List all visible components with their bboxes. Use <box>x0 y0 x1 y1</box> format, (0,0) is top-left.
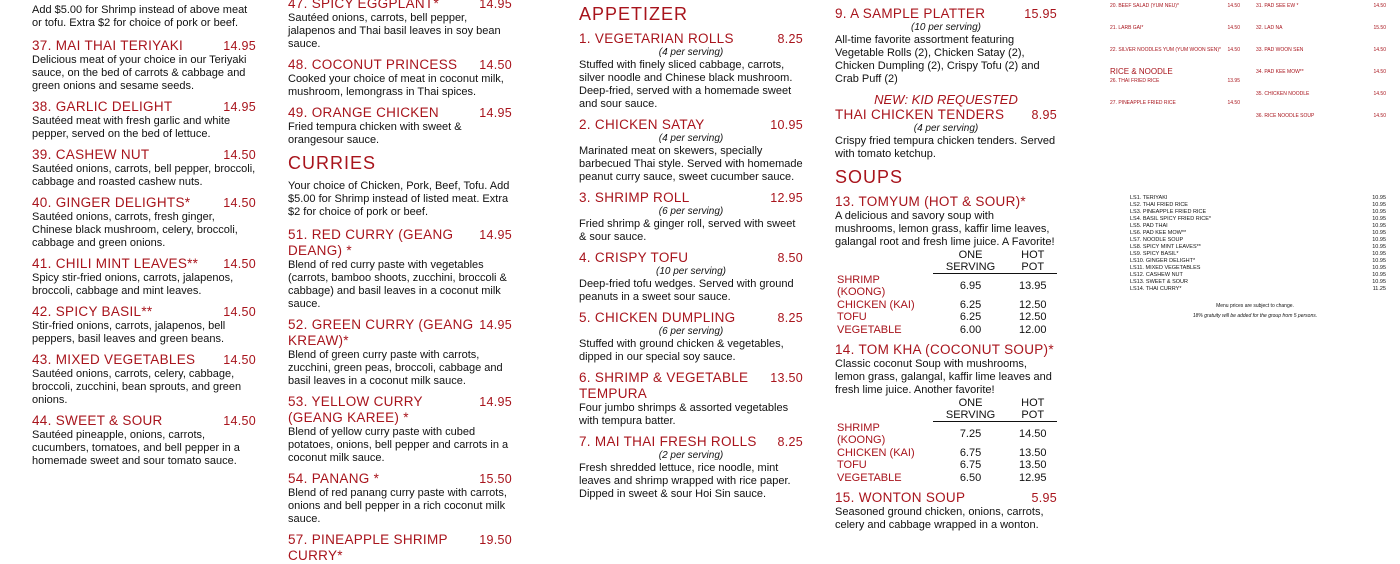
menu-item: 36. RICE NOODLE SOUP 14.50 <box>1256 113 1386 119</box>
menu-item <box>32 352 256 407</box>
menu-item <box>288 317 512 388</box>
rice-noodle-title: RICE & NOODLE <box>1110 67 1173 76</box>
item-number: 5. <box>579 310 591 325</box>
item-price: 14.95 <box>479 395 512 409</box>
item-description: Deep-fried tofu wedges. Served with ground peanuts in a sweet sour sauce. <box>579 278 794 303</box>
item-name: MIXED VEGETABLES <box>55 352 196 367</box>
item-name: GREEN CURRY (GEANG KREAW)* <box>288 317 474 348</box>
soup-13-price-table: ONE SERVING HOT POT SHRIMP (KOONG) 6.95 13.95 CHICKEN (KAI) 6.25 12.50 TOFU 6.25 12.50 VEGETABLE 6.00 12.00 <box>835 249 1057 336</box>
item-price: 14.50 <box>223 305 256 319</box>
menu-item <box>32 413 256 468</box>
menu-item <box>288 105 512 147</box>
item-description: Fried tempura chicken with sweet & orangesour sauce. <box>288 121 462 146</box>
menu-item <box>579 117 803 184</box>
price-row: SHRIMP (KOONG) 6.95 13.95 <box>837 273 1047 298</box>
menu-item <box>579 31 803 111</box>
item-number: 51. <box>288 227 308 242</box>
column-4 <box>835 0 1057 531</box>
menu-item: 26. THAI FRIED RICE 13.95 <box>1110 78 1240 84</box>
menu-item: 22. SILVER NOODLES YUM (YUM WOON SEN)* 14.50 <box>1110 47 1240 53</box>
menu-item <box>288 227 512 311</box>
item-number: 48. <box>288 57 308 72</box>
item-number: 57. <box>288 532 308 547</box>
item-number: 1. <box>579 31 591 46</box>
column-1 <box>32 0 256 500</box>
menu-item: THAI CHICKEN TENDERS 8.95 (4 per serving) Crispy fried tempura chicken tenders. Served with tomato ketchup. <box>835 107 1057 160</box>
item-number: 4. <box>579 250 591 265</box>
menu-item <box>288 532 512 564</box>
item-name: MAI THAI FRESH ROLLS <box>594 434 757 449</box>
item-description: Marinated meat on skewers, specially barbecued Thai style. Served with homemade peanut curry sauce, sweet cucumber sauce. <box>579 145 803 183</box>
item-price: 8.25 <box>777 311 803 325</box>
item-price: 12.95 <box>770 191 803 205</box>
item-price: 14.95 <box>223 100 256 114</box>
menu-item: LS9. SPICY BASIL* 10.95 <box>1130 251 1386 257</box>
item-price: 13.50 <box>770 371 803 385</box>
column-5 <box>1110 0 1400 500</box>
item-name: PINEAPPLE SHRIMP CURRY* <box>288 532 448 563</box>
item-name: GARLIC DELIGHT <box>55 99 173 114</box>
item-serving: (6 per serving) <box>658 206 724 217</box>
item-number: 7. <box>579 434 591 449</box>
item-name: ORANGE CHICKEN <box>311 105 439 120</box>
item-number: 40. <box>32 195 52 210</box>
item-number: 3. <box>579 190 591 205</box>
item-name: COCONUT PRINCESS <box>311 57 458 72</box>
item-price: 10.95 <box>770 118 803 132</box>
menu-item: 20. BEEF SALAD (YUM NEU)* 14.50 <box>1110 3 1240 9</box>
menu-item: LS10. GINGER DELIGHT* 10.95 <box>1130 258 1386 264</box>
item-name: CASHEW NUT <box>55 147 150 162</box>
item-price: 14.50 <box>223 353 256 367</box>
item-serving: (4 per serving) <box>658 133 724 144</box>
item-price: 14.50 <box>223 257 256 271</box>
item-price: 14.95 <box>479 106 512 120</box>
item-description: Blend of red curry paste with vegetables (carrots, bamboo shoots, zucchini, broccoli & cabbage) and basil leaves in a coconut milk sauce. <box>288 259 507 310</box>
curries-intro: Your choice of Chicken, Pork, Beef, Tofu. Add $5.00 for Shrimp instead of listed meat. Extra $2 for choice of pork or beef. <box>288 180 510 218</box>
menu-item: LS1. TERIYAKI 10.95 <box>1130 195 1386 201</box>
menu-item <box>288 57 512 99</box>
item-number: 38. <box>32 99 52 114</box>
menu-item <box>32 99 256 141</box>
curries-title: CURRIES <box>288 153 377 173</box>
item-price: 15.50 <box>479 472 512 486</box>
item-price: 14.50 <box>223 148 256 162</box>
item-price: 8.25 <box>777 435 803 449</box>
item-name: PANANG * <box>311 471 380 486</box>
soup-15: 15. WONTON SOUP 5.95 Seasoned ground chicken, onions, carrots, celery and cabbage wrapped in a wonton. <box>835 490 1057 531</box>
item-number: 42. <box>32 304 52 319</box>
menu-item: 35. CHICKEN NOODLE 14.50 <box>1256 91 1386 97</box>
item-serving: (10 per serving) <box>655 266 727 277</box>
price-row: CHICKEN (KAI) 6.25 12.50 <box>837 298 1047 311</box>
item-price: 14.95 <box>479 228 512 242</box>
item-description: Stir-fried onions, carrots, jalapenos, bell peppers, basil leaves and green beans. <box>32 320 226 345</box>
menu-item <box>579 250 803 304</box>
item-serving: (2 per serving) <box>658 450 724 461</box>
item-number: 54. <box>288 471 308 486</box>
item-name: CHICKEN DUMPLING <box>594 310 736 325</box>
item-description: Blend of green curry paste with carrots, zucchini, green peas, broccoli, cabbage and basil leaves in a coconut milk sauce. <box>288 349 503 387</box>
item-number: 53. <box>288 394 308 409</box>
item-number: 49. <box>288 105 308 120</box>
item-price: 8.25 <box>777 32 803 46</box>
item-name: CHILI MINT LEAVES** <box>55 256 199 271</box>
item-name: YELLOW CURRY (GEANG KAREE) * <box>288 394 423 425</box>
menu-item: LS12. CASHEW NUT 10.95 <box>1130 272 1386 278</box>
footnote-prices: Menu prices are subject to change. <box>1216 303 1294 309</box>
soup-14: 14. TOM KHA (COCONUT SOUP)* Classic coconut Soup with mushrooms, lemon grass, galangal, kaffir lime leaves and fresh lime juice. Another favorite! ONE SERVING HOT POT SHRIMP (KOONG) 7.25 14.50 CHICKEN (KAI) 6.75 13.50 TOFU 6.75 13.50 VEGETABLE 6.50 12.95 <box>835 342 1057 484</box>
item-description: Spicy stir-fried onions, carrots, jalapenos, broccoli, cabbage and mint leaves. <box>32 272 234 297</box>
menu-item: 31. PAD SEE EW * 14.50 <box>1256 3 1386 9</box>
column-3 <box>579 0 803 500</box>
price-row: TOFU 6.75 13.50 <box>837 459 1047 471</box>
menu-item: 27. PINEAPPLE FRIED RICE 14.50 <box>1110 100 1240 106</box>
item-name: SWEET & SOUR <box>55 413 163 428</box>
item-number: 6. <box>579 370 591 385</box>
menu-item: 21. LARB GAI* 14.50 <box>1110 25 1240 31</box>
item-description: Stuffed with finely sliced cabbage, carrots, silver noodle and Chinese black mushroom. Deep-fried, served with a homemade sweet and sour sauce. <box>579 59 793 110</box>
menu-item: LS13. SWEET & SOUR 10.95 <box>1130 279 1386 285</box>
soup-13: 13. TOMYUM (HOT & SOUR)* A delicious and savory soup with mushrooms, lemon grass, kaffir lime leaves, galangal root and fresh lime juice. A Favorite! ONE SERVING HOT POT SHRIMP (KOONG) 6.95 13.95 CHICKEN (KAI) 6.25 12.50 TOFU 6.25 12.50 VEGETABLE 6.00 12.00 <box>835 194 1057 336</box>
item-name: SHRIMP & VEGETABLE TEMPURA <box>579 370 749 401</box>
menu-item <box>288 471 512 526</box>
price-row: CHICKEN (KAI) 6.75 13.50 <box>837 446 1047 459</box>
item-description: Sautéed onions, carrots, bell pepper, jalapenos and Thai basil leaves in soy bean sauce. <box>288 12 501 50</box>
item-price: 14.50 <box>223 196 256 210</box>
menu-item <box>288 0 512 51</box>
item-serving: (4 per serving) <box>658 47 724 58</box>
col1-intro: Add $5.00 for Shrimp instead of above meat or tofu. Extra $2 for choice of pork or beef. <box>32 4 248 29</box>
item-name: RED CURRY (GEANG DEANG) * <box>288 227 454 258</box>
price-row: SHRIMP (KOONG) 7.25 14.50 <box>837 421 1047 446</box>
item-description: Fried shrimp & ginger roll, served with sweet & sour sauce. <box>579 218 796 243</box>
menu-item: LS2. THAI FRIED RICE 10.95 <box>1130 202 1386 208</box>
menu-item <box>32 147 256 189</box>
column-2 <box>288 0 512 563</box>
item-description: Sautéed onions, carrots, fresh ginger, Chinese black mushroom, celery, broccoli, cabbage and green onions. <box>32 211 238 249</box>
item-number: 52. <box>288 317 308 332</box>
menu-item <box>32 38 256 93</box>
menu-item: LS11. MIXED VEGETABLES 10.95 <box>1130 265 1386 271</box>
item-name: SHRIMP ROLL <box>594 190 690 205</box>
menu-item: 33. PAD WOON SEN 14.50 <box>1256 47 1386 53</box>
item-name: MAI THAI TERIYAKI <box>55 38 184 53</box>
item-description: Sautéed pineapple, onions, carrots, cucumbers, tomatoes, and bell pepper in a homemade sweet and sour tomato sauce. <box>32 429 240 467</box>
item-name: CHICKEN SATAY <box>594 117 705 132</box>
price-row: VEGETABLE 6.00 12.00 <box>837 323 1047 336</box>
footnote-gratuity: 18% gratuity will be added for the group from 5 persons. <box>1192 313 1318 319</box>
price-row: VEGETABLE 6.50 12.95 <box>837 471 1047 484</box>
menu-item: 34. PAD KEE MOW** 14.50 <box>1256 69 1386 75</box>
kid-requested-title: NEW: KID REQUESTED <box>874 92 1018 107</box>
appetizer-title: APPETIZER <box>579 4 689 24</box>
item-description: Sautéed onions, carrots, bell pepper, broccoli, cabbage and roasted cashew nuts. <box>32 163 256 188</box>
item-name: GINGER DELIGHTS* <box>55 195 191 210</box>
item-description: Cooked your choice of meat in coconut milk, mushroom, lemongrass in Thai spices. <box>288 73 504 98</box>
item-number: 2. <box>579 117 591 132</box>
item-price: 19.50 <box>479 533 512 547</box>
menu-item <box>579 434 803 501</box>
menu-item: 9. A SAMPLE PLATTER 15.95 (10 per serving) All-time favorite assortment featuring Vegetable Rolls (2), Chicken Satay (2), Chicken Dumpling (2), Crispy Tofu (2) and Crab Puff (2) <box>835 6 1057 85</box>
item-description: Fresh shredded lettuce, rice noodle, mint leaves and shrimp wrapped with rice paper. Dipped in sweet & sour Hoi Sin sauce. <box>579 462 791 500</box>
item-price: 14.50 <box>479 58 512 72</box>
item-serving: (6 per serving) <box>658 326 724 337</box>
item-name: SPICY EGGPLANT* <box>311 0 440 11</box>
menu-item: LS14. THAI CURRY* 11.25 <box>1130 286 1386 292</box>
item-price: 8.50 <box>777 251 803 265</box>
item-number: 37. <box>32 38 52 53</box>
menu-item: LS5. PAD THAI 10.95 <box>1130 223 1386 229</box>
menu-item <box>579 190 803 244</box>
item-description: Sautéed meat with fresh garlic and white pepper, served on the bed of lettuce. <box>32 115 231 140</box>
item-description: Delicious meat of your choice in our Teriyaki sauce, on the bed of carrots & cabbage and green onions and sesame seeds. <box>32 54 247 92</box>
item-name: SPICY BASIL** <box>55 304 153 319</box>
item-price: 14.95 <box>479 0 512 11</box>
item-number: 44. <box>32 413 52 428</box>
soup-14-price-table: ONE SERVING HOT POT SHRIMP (KOONG) 7.25 14.50 CHICKEN (KAI) 6.75 13.50 TOFU 6.75 13.50 VEGETABLE 6.50 12.95 <box>835 397 1057 484</box>
item-description: Sautéed onions, carrots, celery, cabbage, broccoli, zucchini, bean sprouts, and green onions. <box>32 368 242 406</box>
item-description: Stuffed with ground chicken & vegetables, dipped in our special soy sauce. <box>579 338 784 363</box>
price-row: TOFU 6.25 12.50 <box>837 311 1047 323</box>
menu-item: 32. LAD NA 15.50 <box>1256 25 1386 31</box>
item-price: 14.95 <box>223 39 256 53</box>
item-description: Four jumbo shrimps & assorted vegetables with tempura batter. <box>579 402 789 427</box>
item-description: Blend of red panang curry paste with carrots, onions and bell pepper in a rich coconut milk sauce. <box>288 487 507 525</box>
item-number: 43. <box>32 352 52 367</box>
item-number: 39. <box>32 147 52 162</box>
menu-item <box>32 195 256 250</box>
menu-item <box>288 394 512 465</box>
menu-item: LS3. PINEAPPLE FRIED RICE 10.95 <box>1130 209 1386 215</box>
item-price: 14.95 <box>479 318 512 332</box>
menu-item <box>32 256 256 298</box>
item-description: Blend of yellow curry paste with cubed potatoes, onions, bell pepper and carrots in a coconut milk sauce. <box>288 426 509 464</box>
soups-title: SOUPS <box>835 167 904 187</box>
menu-item <box>579 370 803 428</box>
menu-item: LS6. PAD KEE MOW** 10.95 <box>1130 230 1386 236</box>
item-number: 47. <box>288 0 308 11</box>
item-price: 14.50 <box>223 414 256 428</box>
item-name: CRISPY TOFU <box>594 250 689 265</box>
menu-item <box>579 310 803 364</box>
menu-item <box>32 304 256 346</box>
menu-item: LS7. NOODLE SOUP 10.95 <box>1130 237 1386 243</box>
item-name: VEGETARIAN ROLLS <box>594 31 734 46</box>
menu-item: LS4. BASIL SPICY FRIED RICE* 10.95 <box>1130 216 1386 222</box>
item-number: 41. <box>32 256 52 271</box>
menu-item: LS8. SPICY MINT LEAVES** 10.95 <box>1130 244 1386 250</box>
